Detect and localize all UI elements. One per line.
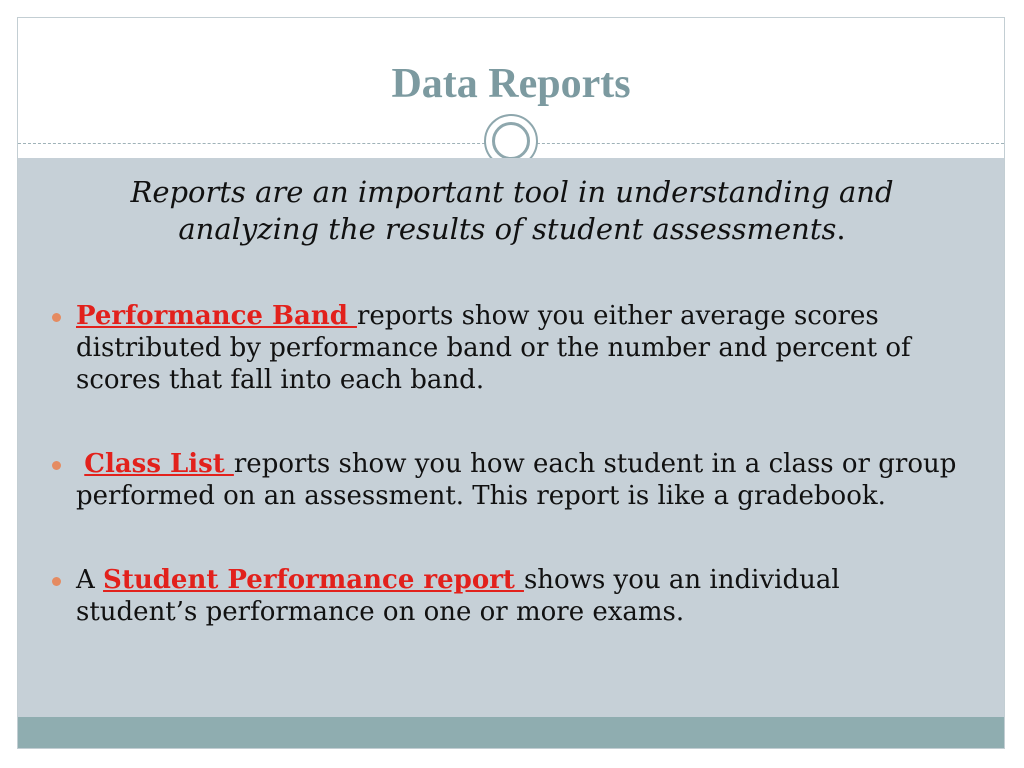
- intro-period: .: [836, 212, 846, 246]
- circle-ornament-inner: [492, 122, 530, 160]
- bullet-performance-band: [48, 300, 968, 396]
- term-class-list: Class List: [84, 449, 234, 479]
- intro-main: Reports are an important tool in understanding and analyzing the results of student assessments: [130, 175, 894, 246]
- slide: [17, 17, 1005, 749]
- term-performance-band: Performance Band: [76, 301, 357, 331]
- bullet-text: shows you an individual student’s performance on one or more exams.: [76, 565, 840, 627]
- bullet-dot-icon: [52, 313, 61, 322]
- bullet-dot-icon: [52, 461, 61, 470]
- slide-title: Data Reports: [391, 61, 631, 107]
- bullet-text: reports show you how each student in a class or group performed on an assessment. This report is like a gradebook.: [76, 449, 957, 511]
- intro-text: [58, 174, 966, 248]
- bullet-text: reports show you either average scores distributed by performance band or the number and percent of scores that fall into each band.: [76, 301, 911, 395]
- term-student-performance-report: Student Performance report: [103, 565, 524, 595]
- content-area: [18, 158, 1004, 717]
- bullet-prefix: A: [76, 565, 104, 595]
- footer-band: [18, 717, 1004, 749]
- bullet-class-list: [48, 448, 968, 512]
- bullet-list: [48, 300, 968, 680]
- bullet-student-performance: [48, 564, 968, 628]
- bullet-dot-icon: [52, 577, 61, 586]
